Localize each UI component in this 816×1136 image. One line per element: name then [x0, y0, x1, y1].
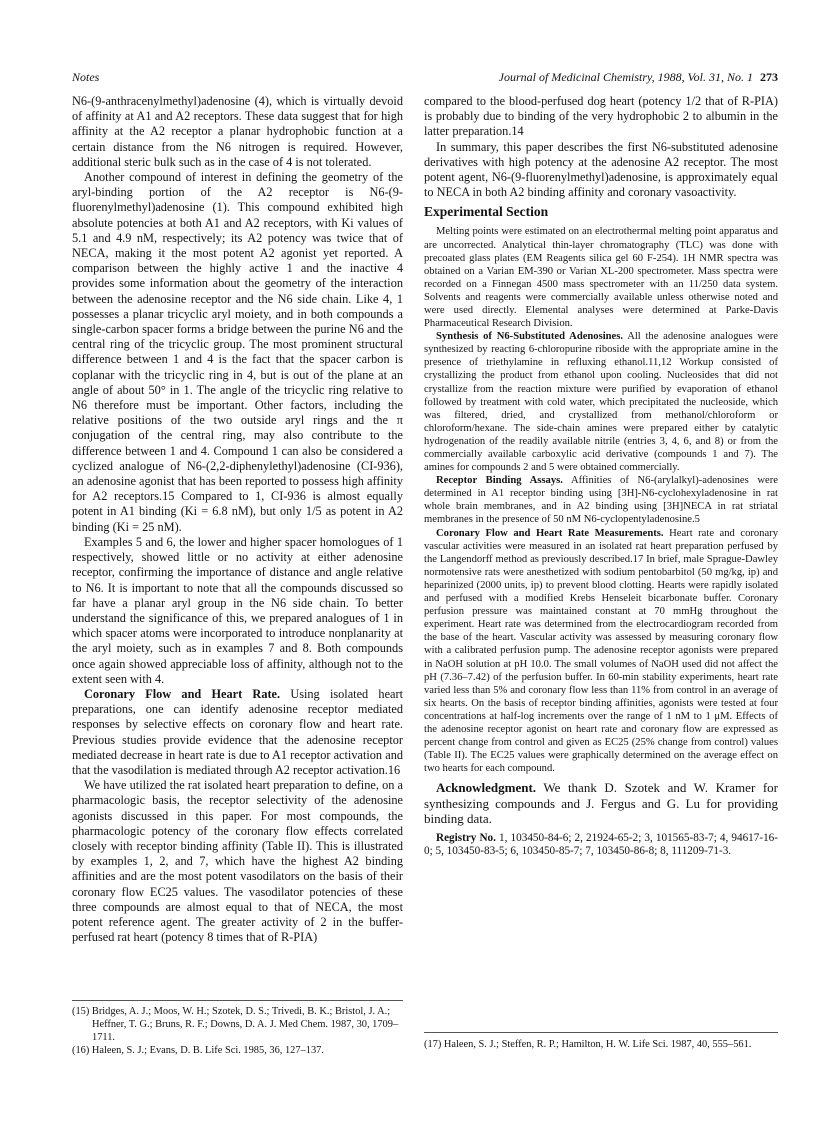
run-in-heading: Coronary Flow and Heart Rate Measurements.	[436, 527, 664, 539]
journal-title: Journal of Medicinal Chemistry,	[498, 70, 655, 84]
paragraph-text: Heart rate and coronary vascular activities were measured in an isolated rat heart preparation perfused by the Langendorff method as previously described.17 In brief, male Sprague-Dawley normotensive rats were anesthetized with sodium pentobarbitol (50 mg/kg, ip) and heparinized (2000 units, ip) to prevent blood clotting. Hearts were rapidly isolated and perfused with a modified Krebs Henseleit bicarbonate buffer. Coronary perfusion pressure was maintained constant at 70 mmHg throughout the experiment. Heart rate was determined from the electrocardiogram recorded from the base of the heart. Vascular activity was assessed by measuring coronary flow with a calibrated perfusion pump. The adenosine receptor agonists were prepared in NaOH solution at pH 10.0. The small volumes of NaOH used did not affect the pH (7.36–7.42) of the perfusion buffer. In 60-min stability experiments, heart rate varied less than 5% and coronary flow less than 11% from control in an average of six hearts. On the basis of receptor binding affinities, agonists were tested at four concentrations at half-log increments over the range of 1 nM to 1 μM. Effects of the adenosine receptor agonist on heart rate and coronary flow are expressed as percent change from control and given as EC25 (25% change from control) values (Table II). The EC25 values were graphically determined on the average effect on two hearts for each compound.	[424, 527, 779, 775]
paragraph	[72, 687, 403, 778]
paragraph: In summary, this paper describes the first N6-substituted adenosine derivatives with high potency at the adenosine A2 receptor. The most potent agent, N6-(9-fluorenylmethyl)adenosine, is approximately equal to NECA in both A2 binding affinity and coronary vasoactivity.	[424, 139, 778, 200]
paragraph: Examples 5 and 6, the lower and higher spacer homologues of 1 respectively, showed little or no activity at either adenosine receptor, confirming the importance of distance and angle relative to N6. It is important to note that all the compounds discussed so far have a planar aryl group in the N6 side chain. To better understand the significance of this, we prepared analogues of 1 in which spacer atoms were incorporated to introduce nonplanarity at the aryl moiety, such as in examples 7 and 8. Both compounds once again showed appreciable loss of affinity, although not to the extent seen with 4.	[72, 534, 403, 686]
paragraph: Melting points were estimated on an electrothermal melting point apparatus and are uncorrected. Analytical thin-layer chromatography (TLC) was done with precoated glass plates (EM Reagents silica gel 60 F-254). 1H NMR spectra was obtained on a Varian EM-390 or Varian XL-200 spectrometer. Mass spectra were recorded on a Finnegan 4500 mass spectrometer with an 11/250 data system. Solvents and reagents were commercially available unless otherwise noted and were used directly. Elemental analyses were determined at Parke-Davis Pharmaceutical Research Division.	[424, 226, 778, 330]
run-in-heading: Registry No.	[436, 831, 496, 844]
paragraph-text: Using isolated heart preparations, one can identify adenosine receptor mediated responses by selective effects on coronary flow and heart rate. Previous studies provide evidence that the adenosine receptor mediated decrease in heart rate is due to A1 receptor activation and that the vasodilation is mediated through A2 receptor activation.16	[72, 686, 403, 777]
footnote: (16) Haleen, S. J.; Evans, D. B. Life Sci. 1985, 36, 127–137.	[72, 1045, 324, 1056]
acknowledgment	[424, 780, 778, 827]
footnote-rule	[424, 1032, 778, 1033]
footnote-rule	[72, 1000, 403, 1001]
paragraph	[424, 527, 778, 776]
run-in-heading: Coronary Flow and Heart Rate.	[84, 686, 281, 701]
paragraph-text: 1, 103450-84-6; 2, 21924-65-2; 3, 101565-83-7; 4, 94617-16-0; 5, 103450-83-5; 6, 103450-85-7; 7, 103450-86-8; 8, 111209-71-3.	[424, 831, 778, 858]
footnote: (15) Bridges, A. J.; Moos, W. H.; Szotek, D. S.; Trivedi, B. K.; Bristol, J. A.; Heffner, T. G.; Bruns, R. F.; Downs, D. A. J. Med Chem. 1987, 30, 1709–1711.	[72, 1006, 399, 1043]
paragraph	[424, 474, 778, 526]
running-head-section: Notes	[72, 70, 100, 84]
paragraph-text: We thank D. Szotek and W. Kramer for synthesizing compounds and J. Fergus and G. Lu for providing binding data.	[424, 780, 778, 827]
left-column	[72, 94, 403, 945]
page-number: 273	[760, 70, 778, 84]
paragraph	[424, 330, 778, 474]
paragraph: N6-(9-anthracenylmethyl)adenosine (4), which is virtually devoid of affinity at A1 and A2 receptors. These data suggest that for high affinity at the A2 receptor a planar hydrophobic function at a certain distance from the N6 nitrogen is required. However, additional steric bulk such as in the case of 4 is not tolerated.	[72, 94, 403, 169]
footnote: (17) Haleen, S. J.; Steffen, R. P.; Hamilton, H. W. Life Sci. 1987, 40, 555–561.	[424, 1039, 752, 1050]
section-heading: Experimental Section	[424, 204, 549, 220]
right-column	[424, 94, 778, 859]
footnotes-left	[72, 1005, 403, 1057]
paragraph-text: Affinities of N6-(arylalkyl)-adenosines were determined in A1 receptor binding using [3H]-N6-cyclohexyladenosine in rat whole brain membranes, and in A2 binding using [3H]NECA in rat striatal membranes in the presence of 50 nM N6-cyclopentyladenosine.5	[424, 475, 778, 526]
paragraph: Another compound of interest in defining the geometry of the aryl-binding portion of the A2 receptor is N6-(9-fluorenylmethyl)adenosine (1). This compound exhibited high absolute potencies at both A1 and A2 receptors, with Ki values of 5.1 and 4.9 nM, respectively; its A2 potency was twice that of NECA, making it the most potent A2 agonist yet reported. A comparison between the highly active 1 and the inactive 4 provides some information about the geometry of the interaction between the adenosine receptor and the N6 side chain. Like 4, 1 possesses a planar tricyclic aryl moiety, and in both compounds a single-carbon spacer forms a bridge between the purine N6 and the central ring of the tricyclic group. The most prominent structural difference between 1 and 4 is the fact that the spacer carbon is coplanar with the tricyclic ring in 4, but is out of the plane at an angle of about 50° in 1. The angle of the tricyclic ring relative to N6 therefore must be important. Other factors, including the relative positions of the two outside aryl rings and the π conjugation of the central ring, may also contribute to the difference between 1 and 4. Compound 1 can also be considered a cyclized analogue of N6-(2,2-diphenylethyl)adenosine (CI-936), an adenosine agonist that has been reported to possess high affinity for A2 receptors.15 Compared to 1, CI-936 is almost equally potent in A1 binding (Ki = 6.8 nM), but only 1/5 as potent in A2 binding (Ki = 25 nM).	[72, 170, 403, 534]
footnotes-right	[424, 1038, 778, 1051]
paragraph: We have utilized the rat isolated heart preparation to define, on a pharmacologic basis, the receptor selectivity of the adenosine agonists discussed in this paper. For most compounds, the pharmacologic potency of the coronary flow effects correlated closely with receptor binding affinity (Table II). This is illustrated by examples 1, 2, and 7, which have the highest A2 binding affinities and are the most potent vasodilators on the basis of their coronary flow EC25 values. The vasodilator potencies of these three compounds are almost equal to that of NECA, the most potent reference agent. The greater activity of 2 in the buffer-perfused rat heart (potency 8 times that of R-PIA)	[72, 778, 403, 945]
run-in-heading: Acknowledgment.	[436, 780, 537, 796]
run-in-heading: Receptor Binding Assays.	[436, 475, 563, 487]
run-in-heading: Synthesis of N6-Substituted Adenosines.	[436, 331, 624, 343]
registry-numbers	[424, 832, 778, 859]
journal-issue: 1988, Vol. 31, No. 1	[657, 70, 753, 84]
paragraph-text: All the adenosine analogues were synthesized by reacting 6-chloropurine riboside with the appropriate amine in the presence of triethylamine in refluxing ethanol.11,12 Workup consisted of crystallizing the product from ethanol upon cooling. Nucleosides that did not crystallize from the reaction mixture were purified by evaporation of ethanol followed by treatment with cold water, which precipitated the nucleoside, which was filtered, dried, and crystallized from methanol/chloroform or chloroform/hexane. The side-chain amines were prepared either by catalytic hydrogenation of the readily available nitrile (entries 3, 4, 6, and 8) or from the commercially available carboxylic acid derivative (compounds 1 and 7). The amines for compounds 2 and 5 were obtained commercially.	[424, 331, 778, 474]
paragraph: compared to the blood-perfused dog heart (potency 1/2 that of R-PIA) is probably due to binding of the very hydrophobic 2 to albumin in the latter preparation.14	[424, 94, 778, 139]
running-head-journal	[499, 70, 778, 85]
